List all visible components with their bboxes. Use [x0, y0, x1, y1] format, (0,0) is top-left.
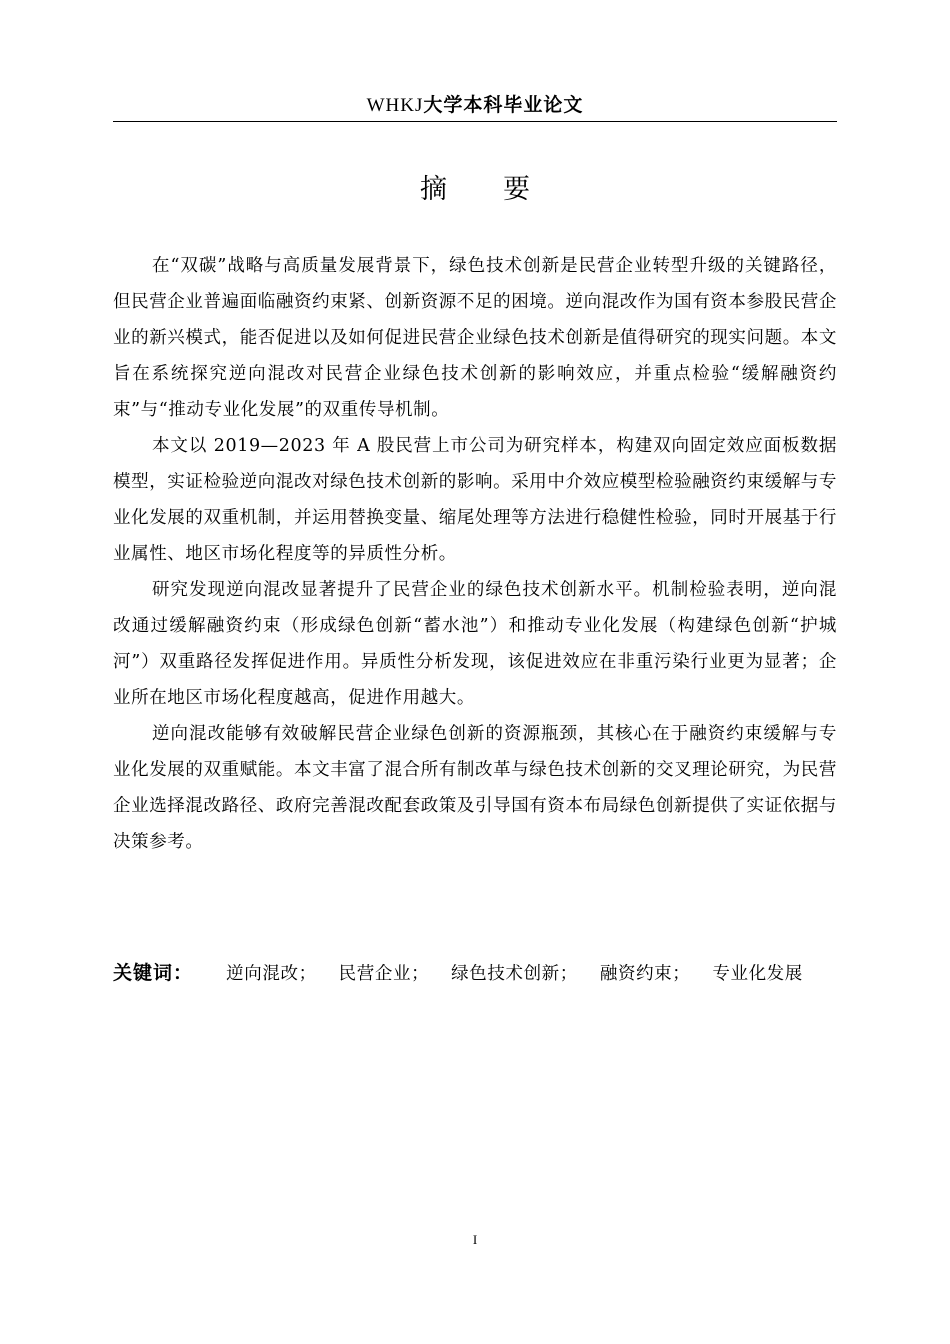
- keywords-label: 关键词：: [113, 962, 194, 984]
- keyword-item: 民营企业；: [338, 964, 430, 984]
- keyword-item: 专业化发展: [712, 964, 803, 984]
- running-header: [113, 92, 837, 119]
- abstract-paragraph-4: 逆向混改能够有效破解民营企业绿色创新的资源瓶颈，其核心在于融资约束缓解与专业化发展的双重赋能。本文丰富了混合所有制改革与绿色技术创新的交叉理论研究，为民营企业选择混改路径、政府完善混改配套政策及引导国有资本布局绿色创新提供了实证依据与决策参考。: [113, 724, 837, 852]
- abstract-paragraph-1: 在“双碳”战略与高质量发展背景下，绿色技术创新是民营企业转型升级的关键路径，但民营企业普遍面临融资约束紧、创新资源不足的困境。逆向混改作为国有资本参股民营企业的新兴模式，能否促进以及如何促进民营企业绿色技术创新是值得研究的现实问题。本文旨在系统探究逆向混改对民营企业绿色技术创新的影响效应，并重点检验“缓解融资约束”与“推动专业化发展”的双重传导机制。: [113, 256, 837, 420]
- header-rule: [113, 121, 837, 122]
- abstract-paragraph-2: 本文以 2019—2023 年 A 股民营上市公司为研究样本，构建双向固定效应面板数据模型，实证检验逆向混改对绿色技术创新的影响。采用中介效应模型检验融资约束缓解与专业化发展的双重机制，并运用替换变量、缩尾处理等方法进行稳健性检验，同时开展基于行业属性、地区市场化程度等的异质性分析。: [113, 436, 837, 564]
- abstract-body: [113, 248, 837, 860]
- keywords-line: [113, 955, 837, 992]
- abstract-title: 摘要: [420, 174, 586, 205]
- keyword-item: 融资约束；: [599, 964, 691, 984]
- header-title: 大学本科毕业论文: [423, 94, 584, 116]
- abstract-paragraph-3: 研究发现逆向混改显著提升了民营企业的绿色技术创新水平。机制检验表明，逆向混改通过缓解融资约束（形成绿色创新“蓄水池”）和推动专业化发展（构建绿色创新“护城河”）双重路径发挥促进作用。异质性分析发现，该促进效应在非重污染行业更为显著；企业所在地区市场化程度越高，促进作用越大。: [113, 580, 837, 708]
- keyword-item: 逆向混改；: [226, 964, 317, 984]
- page-number: I: [472, 1232, 478, 1247]
- keyword-item: 绿色技术创新；: [451, 964, 578, 984]
- header-school-code: WHKJ: [366, 95, 424, 116]
